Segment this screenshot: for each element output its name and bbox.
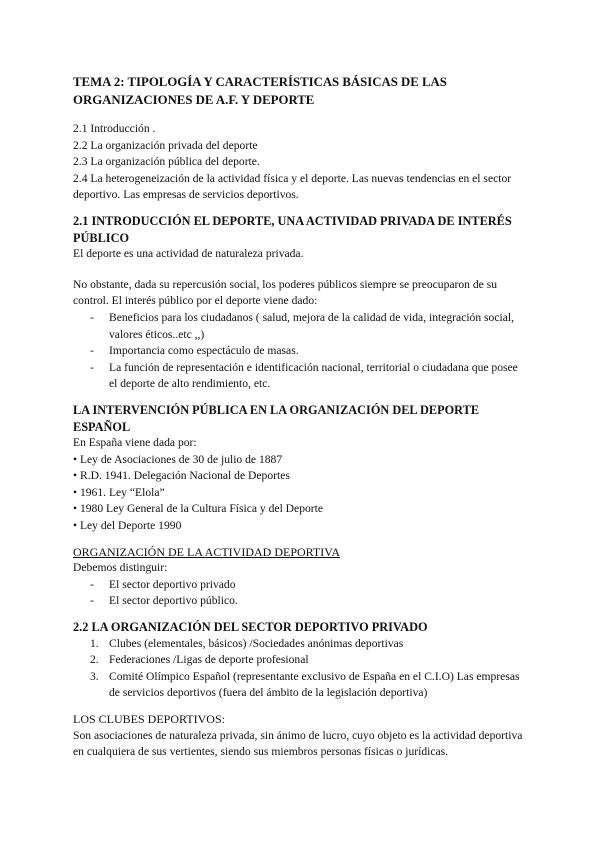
list-item <box>73 669 528 702</box>
list-item: • 1961. Ley “Elola” <box>73 485 165 499</box>
toc-item: 2.2 La organización privada del deporte <box>73 138 258 152</box>
section-heading-sector-privado: 2.2 LA ORGANIZACIÓN DEL SECTOR DEPORTIVO PRIVADO <box>73 620 428 635</box>
paragraph: Son asociaciones de naturaleza privada, sin ánimo de lucro, cuyo objeto es la actividad deportiva en cualquiera de sus vertientes, siendo sus miembros personas físicas o jurídicas. <box>73 728 523 759</box>
numbered-list <box>73 636 528 702</box>
list-item: - El sector deportivo privado <box>73 577 528 594</box>
list-item: - Beneficios para los ciudadanos ( salud, mejora de la calidad de vida, integración social, valores éticos..etc ,,) <box>73 310 528 343</box>
section-heading-introduccion: 2.1 INTRODUCCIÓN EL DEPORTE, UNA ACTIVIDAD PRIVADA DE INTERÉS PÚBLICO <box>73 213 512 245</box>
list-item: • Ley del Deporte 1990 <box>73 519 182 533</box>
paragraph: No obstante, dada su repercusión social, los poderes públicos siempre se preocuparon de su control. El interés público por el deporte viene dado: <box>73 277 498 308</box>
section-heading-intervencion: LA INTERVENCIÓN PÚBLICA EN LA ORGANIZACIÓN DEL DEPORTE ESPAÑOL <box>73 402 480 434</box>
list-item-text: Comité Olímpico Español (representante exclusivo de España en el C.I.O) Las empresas de servicios deportivos (fuera del ámbito de la legislación deportiva) <box>109 669 520 700</box>
document-title: TEMA 2: TIPOLOGÍA Y CARACTERÍSTICAS BÁSICAS DE LAS ORGANIZACIONES DE A.F. Y DEPORTE <box>73 75 447 107</box>
toc-item: 2.3 La organización pública del deporte. <box>73 155 260 169</box>
list-item <box>73 652 528 669</box>
list-item-text: Federaciones /Ligas de deporte profesional <box>109 653 309 667</box>
paragraph: El deporte es una actividad de naturaleza privada. <box>73 247 304 261</box>
table-of-contents <box>73 121 528 204</box>
list-item: - Importancia como espectáculo de masas. <box>73 343 528 360</box>
bullet-list <box>73 452 528 535</box>
list-number: 1. <box>90 636 99 650</box>
list-item: • R.D. 1941. Delegación Nacional de Deportes <box>73 469 290 483</box>
section-heading-organizacion: ORGANIZACIÓN DE LA ACTIVIDAD DEPORTIVA <box>73 544 341 559</box>
list-number: 2. <box>90 653 99 667</box>
list-item: • Ley de Asociaciones de 30 de julio de 1887 <box>73 452 283 466</box>
dash-list <box>73 577 528 610</box>
list-item: • 1980 Ley General de la Cultura Física y del Deporte <box>73 502 324 516</box>
document-page <box>73 74 528 761</box>
list-item: - La función de representación e identificación nacional, territorial o ciudadana que posee el deporte de alto rendimiento, etc. <box>73 360 528 393</box>
toc-item: 2.1 Introducción . <box>73 122 156 135</box>
list-item <box>73 636 528 653</box>
list-number: 3. <box>90 669 99 683</box>
paragraph: Debemos distinguir: <box>73 561 168 575</box>
list-item: - El sector deportivo público. <box>73 593 528 610</box>
paragraph: En España viene dada por: <box>73 436 197 450</box>
toc-item: 2.4 La heterogeneización de la actividad física y el deporte. Las nuevas tendencias en el sector deportivo. Las empresas de servicios deportivos. <box>73 171 512 202</box>
dash-list <box>73 310 528 393</box>
section-heading-clubes: LOS CLUBES DEPORTIVOS: <box>73 712 225 726</box>
list-item-text: Clubes (elementales, básicos) /Sociedades anónimas deportivas <box>109 636 404 650</box>
